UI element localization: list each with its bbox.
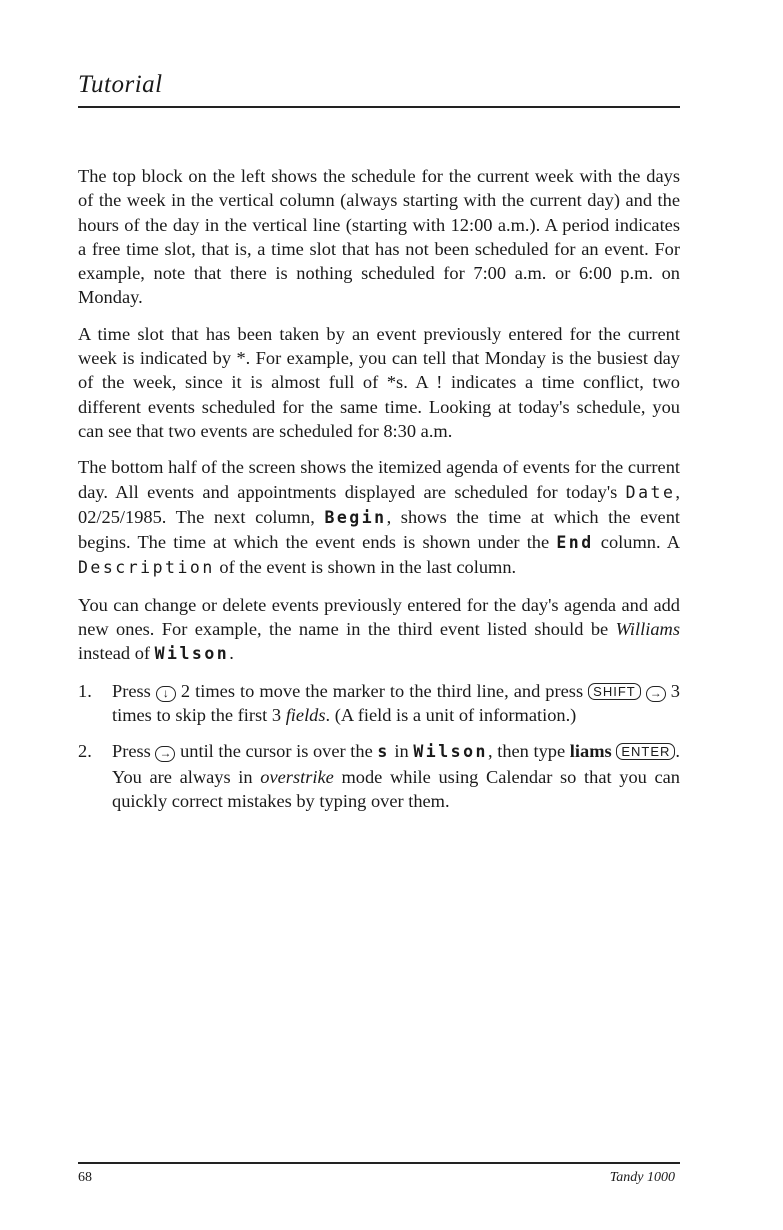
term-date: Date (625, 482, 676, 502)
section-title: Tutorial (78, 71, 163, 98)
text-run: in (389, 741, 414, 762)
text-run: . You are always in (112, 741, 680, 787)
term-fields: fields (285, 704, 326, 725)
text-run: , shows the time at which the event begins. The time at which the event ends is shown under the (78, 506, 680, 553)
body-text (78, 164, 680, 825)
paragraph-agenda (78, 455, 680, 580)
page-header (78, 68, 680, 102)
term-end: End (556, 533, 594, 553)
text-run: until the cursor is over the (175, 741, 378, 762)
step-1 (78, 679, 680, 728)
text-run: . (229, 643, 234, 664)
text-run: of the event is shown in the last column. (214, 557, 517, 578)
product-name: Tandy 1000 (609, 1170, 675, 1185)
text-run: The bottom half of the screen shows the itemized agenda of events for the current day. All events and appointments displayed are scheduled for today's (78, 457, 680, 502)
header-rule (78, 106, 680, 108)
text-run: , 02/25/1985. The next column, (78, 481, 680, 527)
right-arrow-key-icon: → (155, 746, 175, 762)
footer-rule (78, 1162, 680, 1164)
step-number: 2. (78, 741, 92, 762)
step-number: 1. (78, 680, 92, 701)
right-arrow-key-icon: → (646, 686, 666, 702)
term-begin: Begin (324, 507, 387, 527)
text-run: mode while using Calendar so that you can quickly correct mistakes by typing over them. (112, 766, 681, 811)
typed-text-liams: liams (569, 741, 612, 762)
paragraph-schedule: The top block on the left shows the schedule for the current week with the days of the week in the vertical column (always starting with the current day) and the hours of the day in the vertical line (starting with 12:00 a.m.). A period indicates a free time slot, that is, a time slot that has not been scheduled for an event. For example, note that there is nothing scheduled for 7:00 a.m. or 6:00 p.m. on Monday. (78, 166, 680, 308)
text-run: 2 times to move the marker to the third line, and press (175, 680, 589, 701)
step-2 (78, 739, 680, 813)
name-williams: Williams (615, 619, 680, 640)
text-run: You can change or delete events previously entered for the day's agenda and add new ones. For example, the name in the third event listed should be (78, 594, 680, 640)
text-run: column. A (593, 532, 680, 553)
paragraph-change-events (78, 593, 680, 667)
paragraph-time-slots: A time slot that has been taken by an event previously entered for the current week is indicated by *. For example, you can tell that Monday is the busiest day of the week, since it is almost full of *s. A ! indicates a time conflict, two different events scheduled for the same time. Looking at today's schedule, you can see that two events are scheduled for 8:30 a.m. (78, 323, 680, 441)
name-wilson: Wilson (413, 742, 488, 762)
page-number: 68 (78, 1170, 92, 1185)
shift-key-icon: SHIFT (588, 683, 641, 700)
text-run: instead of (78, 643, 155, 664)
down-arrow-key-icon: ↓ (156, 686, 176, 702)
text-run: Press (112, 741, 156, 762)
text-run: 3 times to skip the first 3 (112, 680, 680, 725)
term-overstrike: overstrike (260, 766, 334, 787)
letter-s: s (377, 742, 390, 762)
enter-key-icon: ENTER (616, 743, 675, 760)
text-run: . (A field is a unit of information.) (325, 704, 577, 725)
text-run: Press (112, 680, 156, 701)
steps-list (78, 679, 680, 813)
term-description: Description (78, 558, 215, 578)
text-run: , then type (487, 741, 570, 762)
name-wilson: Wilson (154, 644, 230, 664)
